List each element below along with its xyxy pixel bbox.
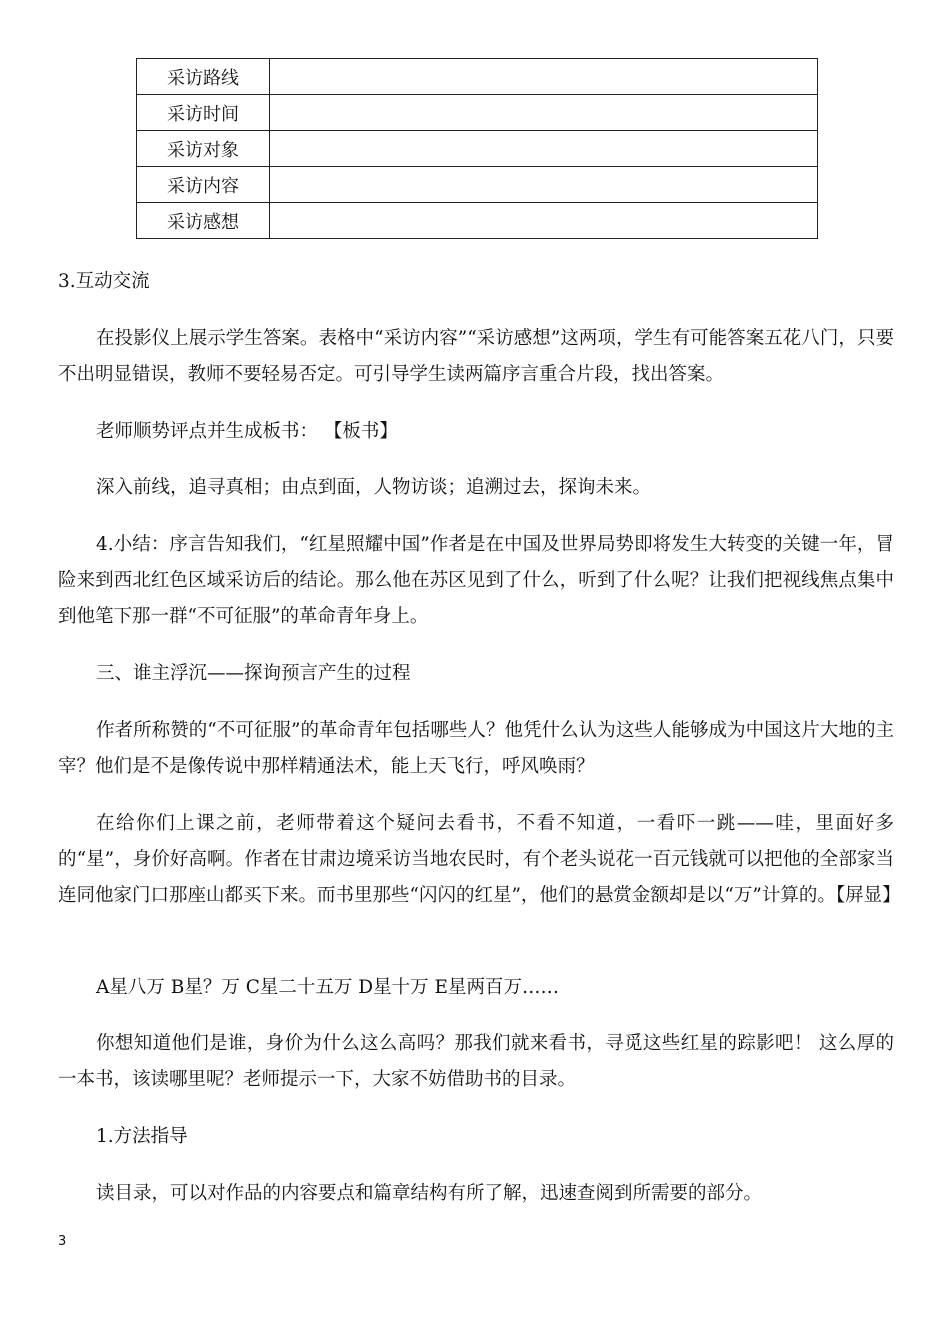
heading-method-guide: 1.方法指导 xyxy=(96,1126,188,1147)
paragraph-projector: 在投影仪上展示学生答案。表格中“采访内容”“采访感想”这两项，学生有可能答案五花八门，只要不出明显错误，教师不要轻易否定。可引导学生读两篇序言重合片段，找出答案。 xyxy=(58,328,894,385)
paragraph-before-class: 在给你们上课之前，老师带着这个疑问去看书，不看不知道，一看吓一跳——哇，里面好多的“星”，身价好高啊。作者在甘肃边境采访当地农民时，有个老头说花一百元钱就可以把他的全部家当连同他家门口那座山都买下来。而书里那些“闪闪的红星”，他们的悬赏金额却是以“万”计算的。【屏显】 xyxy=(58,813,901,906)
table-row-value xyxy=(270,167,818,203)
paragraph-table-of-contents: 读目录，可以对作品的内容要点和篇章结构有所了解，迅速查阅到所需要的部分。 xyxy=(96,1183,763,1204)
table-row-label: 采访感想 xyxy=(137,203,270,239)
paragraph-summary: 4.小结：序言告知我们，“红星照耀中国”作者是在中国及世界局势即将发生大转变的关键一年，冒险来到西北红色区域采访后的结论。那么他在苏区见到了什么，听到了什么呢？让我们把视线焦点集中到他笔下那一群“不可征服”的革命青年身上。 xyxy=(58,534,894,627)
paragraph-board-intro: 老师顺势评点并生成板书： 【板书】 xyxy=(96,421,398,442)
table-row-label: 采访对象 xyxy=(137,131,270,167)
table-row-value xyxy=(270,203,818,239)
table-row-label: 采访路线 xyxy=(137,59,270,95)
interview-table xyxy=(136,58,818,239)
page-number: 3 xyxy=(58,1234,67,1249)
table-row-value xyxy=(270,95,818,131)
paragraph-want-to-know: 你想知道他们是谁，身价为什么这么高吗？那我们就来看书，寻觅这些红星的踪影吧！ 这么厚的一本书，该读哪里呢？老师提示一下，大家不妨借助书的目录。 xyxy=(58,1033,894,1090)
heading-section-three: 三、谁主浮沉——探询预言产生的过程 xyxy=(96,663,411,684)
paragraph-star-bounties: A星八万 B星？万 C星二十五万 D星十万 E星两百万…… xyxy=(96,977,559,998)
table-row xyxy=(137,131,818,167)
table-row xyxy=(137,59,818,95)
table-row xyxy=(137,203,818,239)
table-row xyxy=(137,167,818,203)
paragraph-question: 作者所称赞的“不可征服”的革命青年包括哪些人？他凭什么认为这些人能够成为中国这片大地的主宰？他们是不是像传说中那样精通法术，能上天飞行，呼风唤雨？ xyxy=(58,720,894,777)
paragraph-board-content: 深入前线，追寻真相；由点到面，人物访谈；追溯过去，探询未来。 xyxy=(96,477,652,498)
table-row-label: 采访内容 xyxy=(137,167,270,203)
table-row-label: 采访时间 xyxy=(137,95,270,131)
table-row-value xyxy=(270,131,818,167)
table-row-value xyxy=(270,59,818,95)
table-row xyxy=(137,95,818,131)
heading-interactive-exchange: 3.互动交流 xyxy=(58,271,150,292)
